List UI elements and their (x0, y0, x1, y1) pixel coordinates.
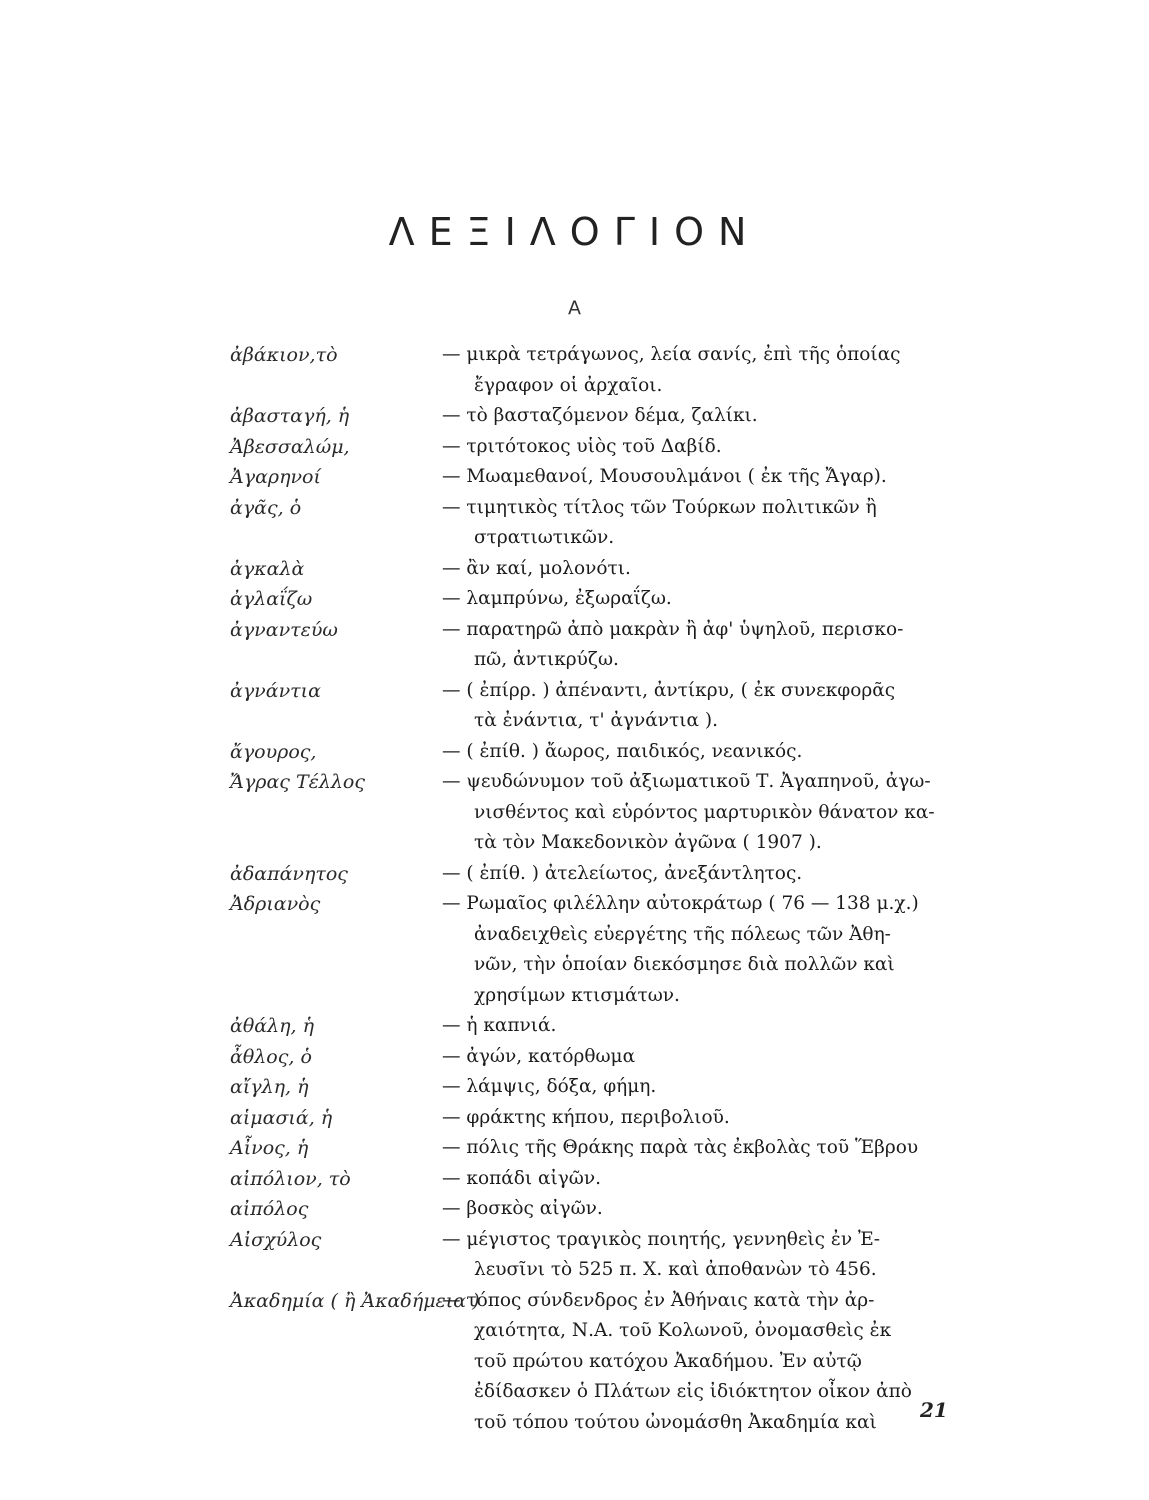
entry-term: Αἰσχύλος (230, 1228, 322, 1251)
page-title: ΛΕΞΙΛΟΓΙΟΝ (388, 210, 761, 254)
definition-line: — ἡ καπνιά. (442, 1015, 557, 1036)
definition-line: λευσῖνι τὸ 525 π. Χ. καὶ ἀποθανὼν τὸ 456. (474, 1259, 877, 1280)
definition-line: — μέγιστος τραγικὸς ποιητής, γεννηθεὶς ἐν Ἐ- (442, 1228, 880, 1250)
definition-line: ἀναδειχθεὶς εὐεργέτης τῆς πόλεως τῶν Ἀθη- (474, 923, 891, 945)
definition-line: — τόπος σύνδενδρος ἐν Ἀθήναις κατὰ τὴν ἀρ- (442, 1289, 875, 1311)
entry-definition (442, 401, 972, 432)
definition-line: — βοσκὸς αἰγῶν. (442, 1198, 603, 1219)
glossary-entry (0, 493, 1149, 554)
entry-definition (442, 432, 972, 463)
entry-term: ἄγουρος, (230, 740, 317, 763)
definition-line: — πόλις τῆς Θράκης παρὰ τὰς ἐκβολὰς τοῦ Ἕβρου (442, 1137, 919, 1158)
definition-line: ἔγραφον οἱ ἀρχαῖοι. (474, 374, 663, 396)
definition-line: — παρατηρῶ ἀπὸ μακρὰν ἢ ἀφ' ὑψηλοῦ, περισκο- (442, 618, 904, 640)
definition-line: τὰ ἐνάντια, τ' ἀγνάντια ). (474, 710, 718, 731)
entry-definition (442, 584, 972, 615)
glossary-entry (0, 737, 1149, 768)
entry-definition (442, 737, 972, 768)
entry-term: Ἀκαδημία ( ἢ Ἀκαδήμεια ) (230, 1289, 480, 1312)
glossary-entry (0, 859, 1149, 890)
definition-line: — λάμψις, δόξα, φήμη. (442, 1076, 657, 1097)
glossary-entry (0, 554, 1149, 585)
entry-definition (442, 462, 972, 493)
entry-term: Ἀγαρηνοί (230, 466, 321, 488)
entry-definition (442, 554, 972, 585)
glossary-entry (0, 1194, 1149, 1225)
definition-line: χαιότητα, Ν.Α. τοῦ Κολωνοῦ, ὀνομασθεὶς ἐκ (474, 1320, 892, 1341)
definition-line: — Μωαμεθανοί, Μουσουλμάνοι ( ἐκ τῆς Ἄγαρ). (442, 466, 887, 487)
definition-line: — μικρὰ τετράγωνος, λεία σανίς, ἐπὶ τῆς ὁποίας (442, 344, 901, 365)
entry-definition (442, 1011, 972, 1042)
entry-term: αἱμασιά, ἡ (230, 1106, 333, 1129)
glossary-entry (0, 1164, 1149, 1195)
entry-term: ἀγκαλὰ (230, 557, 305, 580)
entry-definition (442, 859, 972, 890)
entry-definition (442, 1072, 972, 1103)
definition-line: νισθέντος καὶ εὑρόντος μαρτυρικὸν θάνατον κα- (474, 801, 935, 823)
definition-line: τὰ τὸν Μακεδονικὸν ἀγῶνα ( 1907 ). (474, 832, 822, 853)
entry-definition (442, 493, 972, 554)
definition-line: — ἂν καί, μολονότι. (442, 557, 631, 579)
entry-term: αἴγλη, ἡ (230, 1076, 309, 1098)
definition-line: — κοπάδι αἰγῶν. (442, 1167, 602, 1189)
glossary-entry (0, 401, 1149, 432)
entry-definition (442, 340, 972, 401)
glossary-entry (0, 889, 1149, 1011)
entry-definition (442, 767, 972, 859)
glossary-entry (0, 1042, 1149, 1073)
definition-line: — τὸ βασταζόμενον δέμα, ζαλίκι. (442, 405, 758, 426)
entry-term: ἀδαπάνητος (230, 862, 348, 885)
definition-line: — ἀγών, κατόρθωμα (442, 1045, 636, 1067)
definition-line: χρησίμων κτισμάτων. (474, 984, 680, 1006)
entry-term: ἀγνάντια (230, 679, 321, 702)
definition-line: — ( ἐπίθ. ) ἄωρος, παιδικός, νεανικός. (442, 740, 803, 762)
definition-line: στρατιωτικῶν. (474, 527, 615, 548)
entry-term: αἰπόλος (230, 1198, 309, 1220)
glossary-entry (0, 340, 1149, 401)
entry-definition (442, 1225, 972, 1286)
entry-definition (442, 1133, 972, 1164)
entry-term: Ἀδριανὸς (230, 893, 321, 915)
entry-term: Αἶνος, ἡ (230, 1137, 309, 1159)
definition-line: — ( ἐπίθ. ) ἀτελείωτος, ἀνεξάντλητος. (442, 862, 803, 884)
entry-term: ἀβασταγή, ἡ (230, 405, 350, 427)
definition-line: — φράκτης κήπου, περιβολιοῦ. (442, 1106, 730, 1128)
entry-definition (442, 615, 972, 676)
definition-line: τοῦ τόπου τούτου ὠνομάσθη Ἀκαδημία καὶ (474, 1411, 877, 1433)
definition-line: — λαμπρύνω, ἐξωραΐζω. (442, 588, 672, 609)
glossary-entry (0, 767, 1149, 859)
entry-term: Ἀβεσσαλώμ, (230, 435, 350, 458)
glossary-entry (0, 584, 1149, 615)
entry-definition (442, 1042, 972, 1073)
entry-term: αἰπόλιον, τὸ (230, 1167, 351, 1190)
entry-term: ἀγᾶς, ὁ (230, 496, 302, 519)
entry-definition (442, 1103, 972, 1134)
glossary-entry (0, 1225, 1149, 1286)
glossary-entry (0, 462, 1149, 493)
definition-line: — ψευδώνυμον τοῦ ἀξιωματικοῦ Τ. Ἀγαπηνοῦ, ἀγω- (442, 771, 931, 792)
glossary-entries (0, 340, 1149, 1438)
definition-line: — τριτότοκος υἱὸς τοῦ Δαβίδ. (442, 435, 722, 457)
entry-term: ἀθάλη, ἡ (230, 1015, 314, 1037)
section-letter: Α (568, 297, 581, 319)
definition-line: — τιμητικὸς τίτλος τῶν Τούρκων πολιτικῶν ἢ (442, 496, 877, 518)
page-number: 21 (920, 1398, 948, 1422)
definition-line: — ( ἐπίρρ. ) ἀπέναντι, ἀντίκρυ, ( ἐκ συνεκφορᾶς (442, 679, 896, 701)
definition-line: πῶ, ἀντικρύζω. (474, 649, 619, 670)
entry-definition (442, 676, 972, 737)
glossary-entry (0, 432, 1149, 463)
glossary-entry (0, 1133, 1149, 1164)
entry-definition (442, 1194, 972, 1225)
glossary-entry (0, 615, 1149, 676)
entry-term: ἀγλαΐζω (230, 588, 313, 610)
glossary-entry (0, 1286, 1149, 1439)
glossary-entry (0, 676, 1149, 737)
entry-term: Ἄγρας Τέλλος (230, 771, 366, 793)
definition-line: — Ρωμαῖος φιλέλλην αὐτοκράτωρ ( 76 — 138 μ.χ.) (442, 893, 919, 914)
entry-definition (442, 889, 972, 1011)
glossary-entry (0, 1072, 1149, 1103)
definition-line: τοῦ πρώτου κατόχου Ἀκαδήμου. Ἐν αὐτῷ (474, 1350, 862, 1372)
definition-line: ἐδίδασκεν ὁ Πλάτων εἰς ἰδιόκτητον οἶκον ἀπὸ (474, 1381, 912, 1402)
glossary-entry (0, 1103, 1149, 1134)
entry-definition (442, 1164, 972, 1195)
definition-line: νῶν, τὴν ὁποίαν διεκόσμησε διὰ πολλῶν καὶ (474, 954, 895, 975)
entry-term: ἀγναντεύω (230, 618, 338, 641)
entry-definition (442, 1286, 972, 1439)
entry-term: ἀβάκιον,τὸ (230, 344, 338, 366)
entry-term: ἆθλος, ὁ (230, 1045, 312, 1068)
glossary-entry (0, 1011, 1149, 1042)
